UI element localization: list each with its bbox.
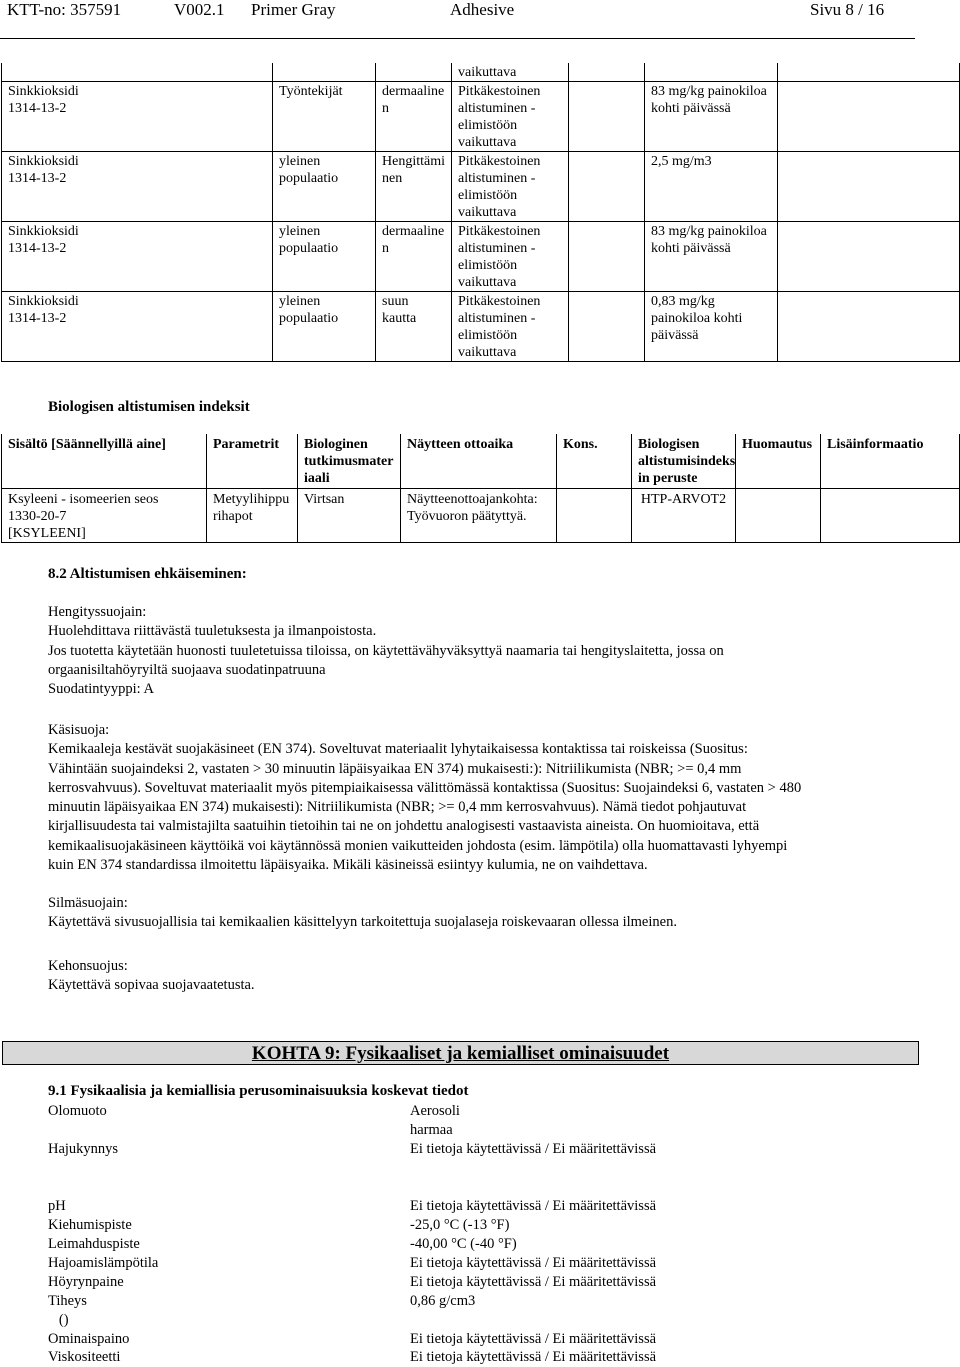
- table-cell: Ksyleeni - isomeerien seos 1330-20-7 [KSYLEENI]: [2, 489, 207, 543]
- eye-label: Silmäsuojain:: [48, 895, 128, 911]
- group-cell: yleinen populaatio: [273, 222, 376, 292]
- property-value: harmaa: [410, 1122, 453, 1138]
- group-cell: Työntekijät: [273, 82, 376, 152]
- route-cell: dermaaline n: [376, 82, 452, 152]
- property-value: Ei tietoja käytettävissä / Ei määritettävissä: [410, 1141, 657, 1157]
- section-9-title: KOHTA 9: Fysikaaliset ja kemialliset ominaisuudet: [251, 1043, 670, 1064]
- column-header: Kons.: [557, 434, 632, 489]
- property-value: Ei tietoja käytettävissä / Ei määritettävissä: [410, 1198, 657, 1214]
- eye-protection: [48, 894, 848, 933]
- substance-cell: Sinkkioksidi 1314-13-2: [2, 292, 273, 362]
- value-cell: 83 mg/kg painokiloa kohti päivässä: [645, 82, 778, 152]
- exposure-limits-table: [1, 63, 960, 362]
- effect-cell: Pitkäkestoinen altistuminen - elimistöön vaikuttava: [452, 222, 569, 292]
- table-cell: [557, 489, 632, 543]
- route-cell: Hengittämi nen: [376, 152, 452, 222]
- substance-cell: Sinkkioksidi 1314-13-2: [2, 82, 273, 152]
- property-value: Aerosoli: [410, 1103, 460, 1119]
- effect-cell: Pitkäkestoinen altistuminen - elimistöön vaikuttava: [452, 152, 569, 222]
- product-type: Adhesive: [450, 0, 515, 19]
- table-cell: [736, 489, 821, 543]
- table-cell: vaikuttava: [452, 63, 569, 82]
- property-value: -25,0 °C (-13 °F): [410, 1217, 510, 1233]
- product-name: Primer Gray: [251, 0, 336, 19]
- table-cell: Metyylihippu rihapot: [207, 489, 298, 543]
- property-label: Viskositeetti: [48, 1349, 121, 1365]
- property-label: Höyrynpaine: [48, 1274, 124, 1290]
- property-value: -40,00 °C (-40 °F): [410, 1236, 517, 1252]
- table-row: [2, 222, 960, 292]
- section-9-banner: [2, 1041, 919, 1065]
- page-number: Sivu 8 / 16: [810, 0, 885, 19]
- property-value: Ei tietoja käytettävissä / Ei määritettävissä: [410, 1331, 657, 1347]
- property-label: Kiehumispiste: [48, 1217, 132, 1233]
- property-label: Leimahduspiste: [48, 1236, 140, 1252]
- column-header: Sisältö [Säännellyillä aine]: [2, 434, 207, 489]
- property-label: Olomuoto: [48, 1103, 107, 1119]
- group-cell: yleinen populaatio: [273, 152, 376, 222]
- column-header: Huomautus: [736, 434, 821, 489]
- table-cell: [821, 489, 960, 543]
- value-cell: 0,83 mg/kg painokiloa kohti päivässä: [645, 292, 778, 362]
- table-cell: Virtsan: [298, 489, 401, 543]
- hand-protection: [48, 721, 928, 875]
- effect-cell: Pitkäkestoinen altistuminen - elimistöön vaikuttava: [452, 292, 569, 362]
- bio-section-title: Biologisen altistumisen indeksit: [48, 399, 250, 415]
- section-9-1-title: 9.1 Fysikaalisia ja kemiallisia perusominaisuuksia koskevat tiedot: [48, 1083, 469, 1099]
- eye-text: Käytettävä sivusuojallisia tai kemikaalien käsittelyyn tarkoitettuja suojalaseja roiskevaaran ollessa ilmeinen.: [48, 914, 677, 931]
- body-text: Käytettävä sopivaa suojavaatetusta.: [48, 977, 255, 994]
- value-cell: 2,5 mg/m3: [645, 152, 778, 222]
- respiratory-text: Huolehdittava riittävästä tuuletuksesta ja ilmanpoistosta. Jos tuotetta käytetään huonosti tuuletetuissa tiloissa, on käytettävähyväksyttyä naamaria tai hengityslaitetta, jossa on orgaanisiltahöyryiltä suojaava suodatinpatruuna Suodatintyyppi: A: [48, 623, 724, 698]
- respiratory-label: Hengityssuojain:: [48, 604, 147, 620]
- property-label: Hajoamislämpötila: [48, 1255, 159, 1271]
- route-cell: dermaaline n: [376, 222, 452, 292]
- column-header: Biologisen altistumisindeks in peruste: [632, 434, 736, 489]
- body-label: Kehonsuojus:: [48, 958, 128, 974]
- property-label: (): [48, 1312, 69, 1328]
- property-label: Hajukynnys: [48, 1141, 119, 1157]
- section-8-2-title: 8.2 Altistumisen ehkäiseminen:: [48, 566, 247, 582]
- property-label: pH: [48, 1198, 66, 1214]
- column-header: Lisäinformaatio: [821, 434, 960, 489]
- effect-cell: Pitkäkestoinen altistuminen - elimistöön vaikuttava: [452, 82, 569, 152]
- header-divider: [0, 38, 915, 39]
- group-cell: yleinen populaatio: [273, 292, 376, 362]
- table-row: [2, 292, 960, 362]
- table-row: [2, 82, 960, 152]
- document-id: KTT-no: 357591: [7, 0, 122, 19]
- column-header: Biologinen tutkimusmater iaali: [298, 434, 401, 489]
- table-row: [2, 489, 960, 543]
- hand-label: Käsisuoja:: [48, 722, 110, 738]
- table-header-row: [2, 434, 960, 489]
- table-row: [2, 152, 960, 222]
- property-value: 0,86 g/cm3: [410, 1293, 476, 1309]
- hand-text: Kemikaaleja kestävät suojakäsineet (EN 374). Soveltuvat materiaalit lyhytaikaisessa kontaktissa tai roiskeissa (Suositus: Vähintään suojaindeksi 2, vastaten > 30 minuutin läpäisyaikaa EN 374) mukaisesti:): Nitriilikumista (NBR; >= 0,4 mm kerrosvahvuus). Soveltuvat materiaalit myös pitempiaikaisessa välittömässä kontaktissa (Suositus: Suojaindeksi 6, vastaten > 480 minuutin läpäisyaikaa EN 374) mukaisesti): Nitriilikumista (NBR; >= 0,4 mm kerrosvahvuus). Nämä tiedot pohjautuvat kirjallisuudesta tai valmistajilta saatuihin tietoihin tai ne on johdettu analogisesti vastaavista aineista. On huomioitava, että kemikaalisuojakäsineen käyttöikä voi käytännössä monien vaikutteiden johdosta (esim. lämpötila) olla huomattavasti lyhyempi kuin EN 374 standardissa ilmoitettu läpäisyaika. Mikäli käsineissä esiintyy kulumia, ne on vaihdettava.: [48, 741, 802, 874]
- route-cell: suun kautta: [376, 292, 452, 362]
- column-header: Parametrit: [207, 434, 298, 489]
- body-protection: [48, 957, 848, 996]
- column-header: Näytteen ottoaika: [401, 434, 557, 489]
- property-value: Ei tietoja käytettävissä / Ei määritettävissä: [410, 1255, 657, 1271]
- property-value: Ei tietoja käytettävissä / Ei määritettävissä: [410, 1274, 657, 1290]
- substance-cell: Sinkkioksidi 1314-13-2: [2, 152, 273, 222]
- property-label: Tiheys: [48, 1293, 87, 1309]
- table-cell: HTP-ARVOT2: [632, 489, 736, 543]
- respiratory-protection: [48, 603, 848, 699]
- property-value: Ei tietoja käytettävissä / Ei määritettävissä: [410, 1349, 657, 1365]
- bio-index-table: [1, 434, 960, 543]
- document-version: V002.1: [174, 0, 225, 19]
- property-label: Ominaispaino: [48, 1331, 130, 1347]
- substance-cell: Sinkkioksidi 1314-13-2: [2, 222, 273, 292]
- table-cell: Näytteenottoajankohta: Työvuoron päätyttyä.: [401, 489, 557, 543]
- value-cell: 83 mg/kg painokiloa kohti päivässä: [645, 222, 778, 292]
- table-row: [2, 63, 960, 82]
